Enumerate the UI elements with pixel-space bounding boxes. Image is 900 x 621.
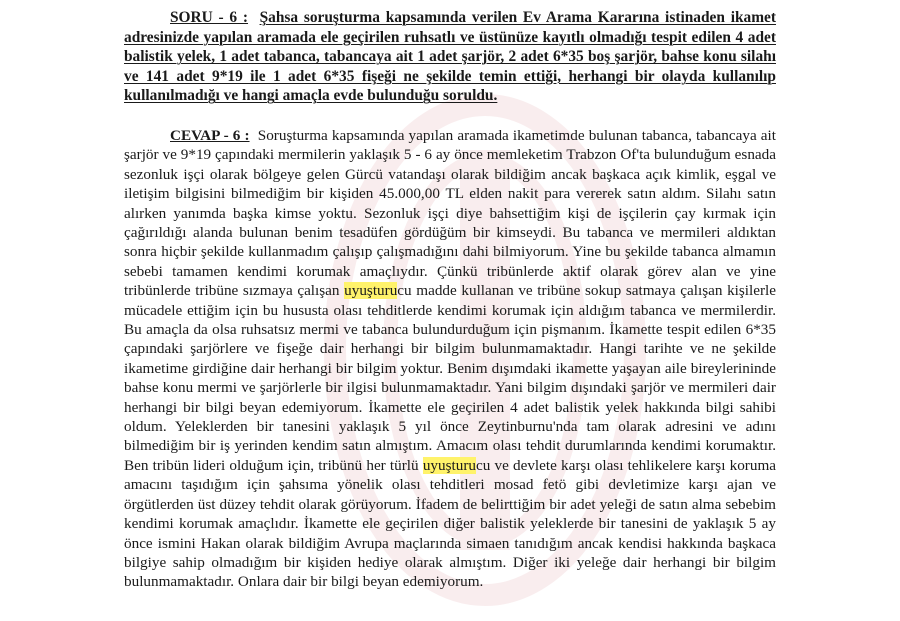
highlighted-term-1: uyuşturu — [344, 282, 398, 300]
question-text: Şahsa soruşturma kapsamında verilen Ev Arama Kararına istinaden ikamet adresinizde yapılan aramada ele geçirilen ruhsatlı ve üstünüze kayıtlı olmadığı tespit edilen 4 adet balistik yelek, 1 adet tabanca, tabancaya ait 1 adet şarjör, 2 adet 6*35 boş şarjör, bahse konu silahı ve 141 adet 9*19 ile 1 adet 6*35 fişeği ne şekilde temin ettiği, herhangi bir olayda kullanılıp kullanılmadığı ve hangi amaçla evde bulunduğu soruldu. — [124, 9, 777, 105]
question-label: SORU - 6 : — [170, 9, 249, 26]
answer-label: CEVAP - 6 : — [170, 126, 250, 144]
question-paragraph — [124, 8, 776, 106]
statement-document — [124, 8, 776, 607]
highlighted-term-2: uyuşturu — [422, 456, 476, 474]
answer-text-part-1: Soruşturma kapsamında yapılan aramada ikametimde bulunan tabanca, tabancaya ait şarjör ve 9*19 çapındaki mermilerin yaklaşık 5 - 6 ay önce memleketim Trabzon Of'ta bulunduğum esnada sezonluk işçi olarak bölgeye gelen Gürcü vatandaşı olarak bildiğim ancak başkaca açık kimlik, eşgal ve iletişim bilgisini bilmediğim bir kişiden 45.000,00 TL elden nakit para vererek satın aldım. Silahı satın alırken yanımda başka kimse yoktu. Sezonluk işçi diye bahsettiğim kişi de işçilerin çay kırmak için çağırıldığı alanda bulunan benim tesadüfen gördüğüm bir kimseydi. Bu tabanca ve mermileri aldıktan sonra hiçbir şekilde kullanmadım çalışıp çalışmadığını dahi bilmiyorum. Yine bu şekilde tabanca almamın sebebi tamamen kendimi korumak amaçlıydır. Çünkü tribünlerde aktif olarak görev alan ve yine tribünlerde tribüne sızmaya çalışan — [124, 126, 776, 300]
answer-text-part-3: cu ve devlete karşı olası tehlikelere karşı koruma amacını taşıdığım için şahsıma yönelik olası tehditleri mosad fetö gibi devletimize karşı ajan ve örgütlerden üst düzey tehdit olarak görüyorum. İfadem de belirttiğim bir adet yeleği de satın alma sebebim kendimi korumak amaçlıdır. İkamette ele geçirilen diğer balistik yeleklerde bir tanesini de yaklaşık 5 ay önce ismini Hakan olarak bildiğim Avrupa maçlarında simaen tanıdığım ancak kendisi hakkında başkaca bilgiye sahip olmadığım bir kişiden hediye olarak almıştım. Diğer iki yeleğe dair herhangi bir bilgim bulunmamaktadır. Onlara dair bir bilgi beyan edemiyorum. — [124, 456, 776, 591]
answer-paragraph — [124, 126, 776, 592]
answer-text-part-2: cu madde kullanan ve tribüne sokup satmaya çalışan kişilerle mücadele ettiğim için bu hususta olası tehditlerde kendimi korumak için aldığım tabanca ve mermilerdir. Bu amaçla da olsa ruhsatsız mermi ve tabanca bulundurduğum için pişmanım. İkamette tespit edilen 6*35 çapındaki şarjörlere ve fişeğe dair herhangi bir bilgim bulunmamaktadır. Hangi tarihte ve ne şekilde ikametime girdiğine dair herhangi bir bilgim yoktur. Benim dışımdaki ikamette yaşayan aile bireylerininde bahse konu mermi ve şarjörlerle bir ilgisi bulunmamaktadır. Yani bilgim dışındaki şarjör ve mermileri dair herhangi bir bilgi beyan edemiyorum. İkamette ele geçirilen 4 adet balistik yelek hakkında bilgi sahibi oldum. Yeleklerden bir tanesini yaklaşık 5 yıl önce Zeytinburnu'nda tam olarak adresini ve adını bilmediğim bir iş yerinden kendim satın almıştım. Amacım olası tehdit durumlarında kendimi korumaktır. Ben tribün lideri olduğum için, tribünü her türlü — [124, 282, 777, 474]
